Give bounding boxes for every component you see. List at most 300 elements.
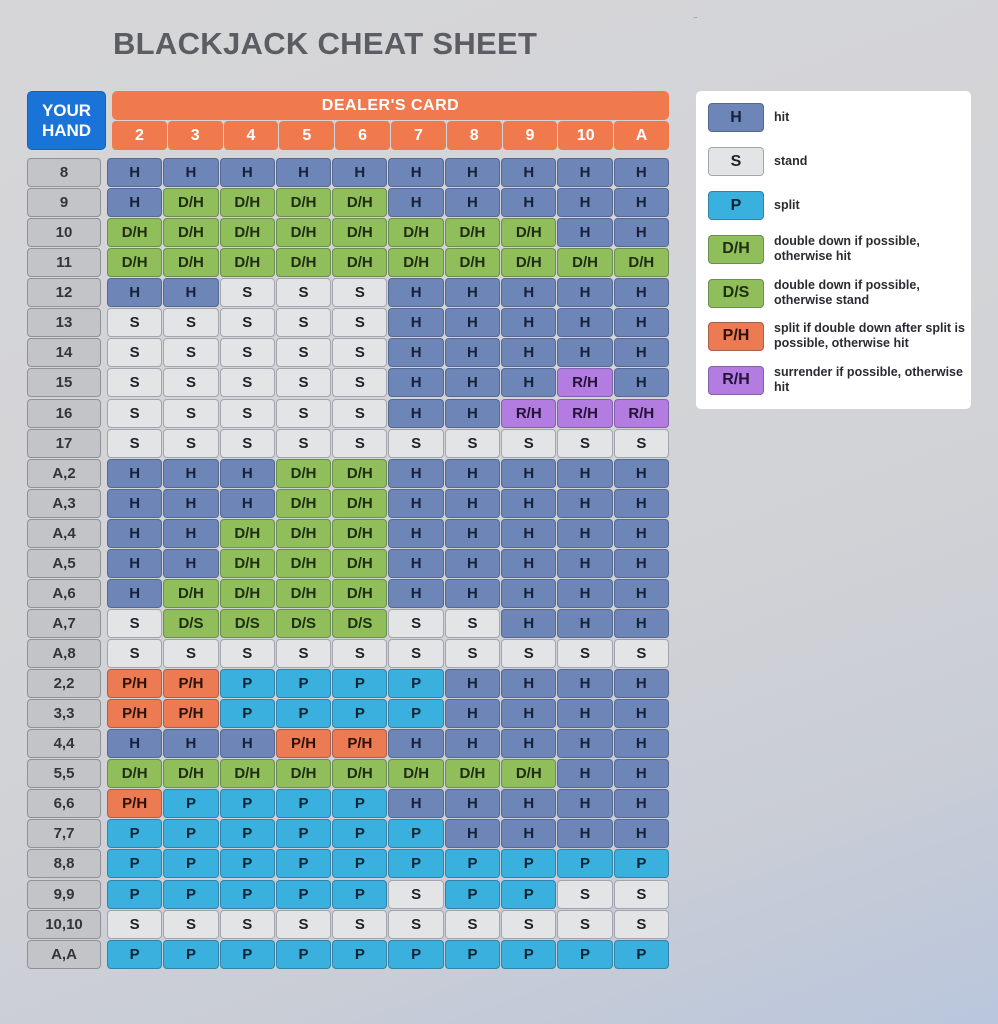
action-cell: H: [614, 338, 669, 367]
action-cell: S: [501, 910, 556, 939]
action-cell: S: [276, 368, 331, 397]
action-cell: H: [614, 669, 669, 698]
hand-label: 9,9: [27, 880, 101, 909]
action-cell: P: [220, 849, 275, 878]
action-cell: H: [445, 549, 500, 578]
action-cell: P: [332, 819, 387, 848]
action-cell: P: [276, 789, 331, 818]
action-cell: D/S: [220, 609, 275, 638]
action-cell: D/H: [332, 489, 387, 518]
action-cell: H: [557, 729, 612, 758]
action-cell: D/H: [332, 579, 387, 608]
action-cell: S: [614, 429, 669, 458]
action-cell: H: [220, 729, 275, 758]
action-cell: D/H: [220, 218, 275, 247]
action-cell: H: [557, 609, 612, 638]
action-cell: S: [220, 910, 275, 939]
hand-label: 10,10: [27, 910, 101, 939]
page-title: BLACKJACK CHEAT SHEET: [113, 26, 538, 61]
action-cell: D/H: [332, 519, 387, 548]
action-cell: H: [445, 729, 500, 758]
action-cell: D/H: [614, 248, 669, 277]
action-cell: H: [614, 549, 669, 578]
action-cell: P: [614, 849, 669, 878]
action-cell: H: [107, 549, 162, 578]
action-cell: H: [445, 669, 500, 698]
action-cell: D/H: [445, 759, 500, 788]
action-cell: P: [445, 940, 500, 969]
action-cell: D/H: [220, 549, 275, 578]
action-cell: P: [388, 819, 443, 848]
action-cell: H: [388, 579, 443, 608]
action-cell: P/H: [107, 789, 162, 818]
action-cell: S: [107, 910, 162, 939]
action-cell: P: [220, 669, 275, 698]
action-cell: D/H: [276, 218, 331, 247]
action-cell: H: [163, 519, 218, 548]
action-cell: D/H: [276, 248, 331, 277]
action-cell: S: [332, 429, 387, 458]
action-cell: S: [557, 880, 612, 909]
action-cell: D/H: [276, 759, 331, 788]
legend-item: [708, 365, 966, 395]
action-cell: H: [614, 459, 669, 488]
action-cell: S: [332, 368, 387, 397]
action-cell: S: [276, 308, 331, 337]
action-cell: H: [445, 338, 500, 367]
action-cell: H: [388, 368, 443, 397]
action-cell: S: [107, 429, 162, 458]
action-cell: H: [163, 549, 218, 578]
action-cell: D/H: [501, 218, 556, 247]
hand-label: A,2: [27, 459, 101, 488]
dealer-card-10: 10: [558, 121, 613, 150]
action-cell: S: [107, 609, 162, 638]
action-cell: S: [614, 639, 669, 668]
action-cell: H: [388, 789, 443, 818]
action-cell: H: [614, 188, 669, 217]
action-cell: S: [276, 399, 331, 428]
action-cell: P: [220, 940, 275, 969]
action-cell: P/H: [276, 729, 331, 758]
action-cell: H: [220, 459, 275, 488]
action-cell: S: [220, 639, 275, 668]
action-cell: H: [614, 218, 669, 247]
action-cell: P/H: [107, 669, 162, 698]
action-cell: H: [501, 368, 556, 397]
hand-label: A,7: [27, 609, 101, 638]
hand-label: 7,7: [27, 819, 101, 848]
action-cell: H: [557, 158, 612, 187]
action-cell: H: [445, 399, 500, 428]
action-cell: H: [388, 399, 443, 428]
action-cell: P/H: [332, 729, 387, 758]
hand-label: 15: [27, 368, 101, 397]
hand-label: A,5: [27, 549, 101, 578]
action-cell: S: [276, 278, 331, 307]
action-cell: H: [557, 789, 612, 818]
strategy-table: [27, 158, 669, 971]
action-cell: S: [107, 399, 162, 428]
action-cell: S: [332, 338, 387, 367]
action-cell: R/H: [614, 399, 669, 428]
dealer-card-A: A: [614, 121, 669, 150]
action-cell: H: [501, 729, 556, 758]
action-cell: P: [332, 789, 387, 818]
action-cell: H: [614, 699, 669, 728]
action-cell: H: [388, 489, 443, 518]
dealer-card-7: 7: [391, 121, 446, 150]
action-cell: H: [557, 579, 612, 608]
your-hand-line1: YOUR: [41, 100, 92, 120]
legend-item: [708, 103, 966, 132]
action-cell: P: [501, 940, 556, 969]
action-cell: P: [276, 699, 331, 728]
action-cell: S: [107, 308, 162, 337]
action-cell: H: [501, 579, 556, 608]
dealer-card-2: 2: [112, 121, 167, 150]
hand-label: 8: [27, 158, 101, 187]
action-cell: H: [501, 278, 556, 307]
action-cell: S: [388, 429, 443, 458]
action-cell: P: [107, 819, 162, 848]
action-cell: H: [220, 489, 275, 518]
action-cell: S: [276, 338, 331, 367]
hand-label: 11: [27, 248, 101, 277]
legend-item: [708, 234, 966, 264]
action-cell: D/S: [332, 609, 387, 638]
action-cell: H: [501, 819, 556, 848]
action-cell: S: [163, 399, 218, 428]
action-cell: S: [332, 910, 387, 939]
action-cell: P: [276, 819, 331, 848]
action-cell: H: [163, 489, 218, 518]
action-cell: S: [220, 278, 275, 307]
hand-label: 17: [27, 429, 101, 458]
action-cell: H: [557, 459, 612, 488]
action-cell: P: [388, 940, 443, 969]
action-cell: P: [445, 880, 500, 909]
action-cell: H: [614, 158, 669, 187]
action-cell: D/H: [332, 248, 387, 277]
action-cell: H: [557, 188, 612, 217]
action-cell: P: [388, 849, 443, 878]
action-cell: H: [614, 278, 669, 307]
action-cell: S: [388, 910, 443, 939]
action-cell: S: [501, 639, 556, 668]
action-cell: H: [614, 579, 669, 608]
action-cell: H: [107, 729, 162, 758]
action-cell: P: [163, 880, 218, 909]
action-cell: H: [445, 188, 500, 217]
action-cell: H: [445, 579, 500, 608]
legend-swatch: S: [708, 147, 764, 176]
action-cell: H: [557, 338, 612, 367]
action-cell: H: [557, 489, 612, 518]
action-cell: P: [107, 849, 162, 878]
hand-label: A,3: [27, 489, 101, 518]
legend-text: split: [774, 198, 800, 212]
action-cell: H: [557, 699, 612, 728]
legend-item: [708, 321, 966, 351]
action-cell: H: [501, 459, 556, 488]
action-cell: S: [220, 429, 275, 458]
action-cell: S: [163, 368, 218, 397]
dealer-card-header: DEALER'S CARD: [112, 91, 669, 120]
action-cell: S: [220, 308, 275, 337]
hand-label: 9: [27, 188, 101, 217]
action-cell: D/H: [220, 519, 275, 548]
action-cell: D/H: [332, 549, 387, 578]
action-cell: H: [445, 308, 500, 337]
action-cell: P: [276, 880, 331, 909]
action-cell: P: [388, 669, 443, 698]
action-cell: H: [557, 759, 612, 788]
action-cell: D/H: [107, 218, 162, 247]
action-cell: S: [388, 609, 443, 638]
action-cell: P: [557, 940, 612, 969]
action-cell: H: [557, 549, 612, 578]
action-cell: S: [163, 910, 218, 939]
action-cell: P: [163, 849, 218, 878]
dealer-card-4: 4: [224, 121, 279, 150]
action-cell: R/H: [501, 399, 556, 428]
action-cell: P: [332, 940, 387, 969]
action-cell: P: [276, 849, 331, 878]
action-cell: D/H: [276, 188, 331, 217]
action-cell: P/H: [107, 699, 162, 728]
action-cell: D/H: [445, 248, 500, 277]
action-cell: S: [557, 910, 612, 939]
action-cell: H: [388, 278, 443, 307]
action-cell: D/H: [163, 248, 218, 277]
action-cell: H: [445, 699, 500, 728]
action-cell: H: [445, 278, 500, 307]
action-cell: H: [501, 489, 556, 518]
action-cell: H: [445, 459, 500, 488]
action-cell: D/H: [163, 579, 218, 608]
action-cell: H: [388, 519, 443, 548]
action-cell: P: [220, 699, 275, 728]
legend-item: [708, 147, 966, 176]
action-cell: H: [557, 308, 612, 337]
action-cell: S: [332, 639, 387, 668]
action-cell: H: [388, 459, 443, 488]
action-cell: H: [107, 278, 162, 307]
action-cell: H: [163, 278, 218, 307]
action-cell: S: [557, 639, 612, 668]
action-cell: H: [388, 729, 443, 758]
legend-text: double down if possible, otherwise stand: [774, 278, 920, 307]
action-cell: H: [388, 188, 443, 217]
action-cell: R/H: [557, 368, 612, 397]
action-cell: D/H: [220, 579, 275, 608]
action-cell: D/H: [332, 459, 387, 488]
action-cell: D/H: [332, 759, 387, 788]
action-cell: H: [107, 579, 162, 608]
legend-text: hit: [774, 110, 790, 124]
dealer-card-8: 8: [447, 121, 502, 150]
action-cell: P: [220, 880, 275, 909]
action-cell: S: [332, 399, 387, 428]
action-cell: D/S: [276, 609, 331, 638]
hand-label: A,4: [27, 519, 101, 548]
legend-swatch: D/S: [708, 279, 764, 308]
action-cell: H: [557, 519, 612, 548]
hand-label: A,A: [27, 940, 101, 969]
action-cell: D/S: [163, 609, 218, 638]
action-cell: H: [445, 489, 500, 518]
hand-label: 14: [27, 338, 101, 367]
action-cell: H: [107, 519, 162, 548]
action-cell: D/H: [163, 188, 218, 217]
hand-label: 3,3: [27, 699, 101, 728]
action-cell: D/H: [557, 248, 612, 277]
hand-label: 16: [27, 399, 101, 428]
hand-label: 12: [27, 278, 101, 307]
action-cell: H: [501, 308, 556, 337]
action-cell: D/H: [163, 218, 218, 247]
action-cell: S: [388, 639, 443, 668]
action-cell: H: [388, 338, 443, 367]
legend-swatch: H: [708, 103, 764, 132]
action-cell: H: [220, 158, 275, 187]
action-cell: H: [501, 699, 556, 728]
action-cell: H: [614, 729, 669, 758]
dealer-card-5: 5: [279, 121, 334, 150]
action-cell: D/H: [276, 519, 331, 548]
action-cell: S: [445, 639, 500, 668]
action-cell: P: [276, 669, 331, 698]
action-cell: H: [614, 819, 669, 848]
action-cell: P: [445, 849, 500, 878]
action-cell: H: [107, 459, 162, 488]
dealer-card-3: 3: [168, 121, 223, 150]
hand-label: 5,5: [27, 759, 101, 788]
action-cell: P: [557, 849, 612, 878]
action-cell: P: [501, 849, 556, 878]
action-cell: S: [220, 368, 275, 397]
action-cell: H: [614, 789, 669, 818]
hand-label: 13: [27, 308, 101, 337]
action-cell: H: [107, 158, 162, 187]
action-cell: S: [107, 338, 162, 367]
legend-text: split if double down after split is possible, otherwise hit: [774, 321, 965, 350]
action-cell: H: [557, 278, 612, 307]
action-cell: P/H: [163, 699, 218, 728]
action-cell: S: [332, 278, 387, 307]
action-cell: P: [220, 789, 275, 818]
your-hand-line2: HAND: [41, 120, 92, 140]
action-cell: H: [501, 789, 556, 818]
action-cell: P: [163, 789, 218, 818]
action-cell: D/H: [220, 248, 275, 277]
action-cell: P: [276, 940, 331, 969]
your-hand-header: [27, 91, 106, 150]
action-cell: H: [332, 158, 387, 187]
action-cell: H: [557, 819, 612, 848]
action-cell: P: [163, 819, 218, 848]
action-cell: H: [501, 158, 556, 187]
action-cell: P: [332, 880, 387, 909]
hand-label: A,8: [27, 639, 101, 668]
action-cell: H: [557, 669, 612, 698]
action-cell: H: [163, 158, 218, 187]
action-cell: S: [557, 429, 612, 458]
action-cell: H: [501, 188, 556, 217]
action-cell: S: [220, 338, 275, 367]
action-cell: H: [163, 729, 218, 758]
action-cell: H: [614, 759, 669, 788]
legend-swatch: R/H: [708, 366, 764, 395]
action-cell: H: [276, 158, 331, 187]
action-cell: S: [276, 429, 331, 458]
action-cell: H: [388, 158, 443, 187]
action-cell: H: [614, 308, 669, 337]
action-cell: D/H: [388, 759, 443, 788]
action-cell: S: [332, 308, 387, 337]
action-cell: S: [107, 368, 162, 397]
action-cell: D/H: [107, 248, 162, 277]
action-cell: H: [388, 308, 443, 337]
action-cell: D/H: [388, 218, 443, 247]
action-cell: S: [276, 910, 331, 939]
hand-label: 4,4: [27, 729, 101, 758]
action-cell: S: [445, 609, 500, 638]
action-cell: P/H: [163, 669, 218, 698]
action-cell: P: [220, 819, 275, 848]
action-cell: D/H: [445, 218, 500, 247]
action-cell: D/H: [501, 759, 556, 788]
action-cell: S: [163, 639, 218, 668]
action-cell: S: [614, 910, 669, 939]
action-cell: H: [614, 489, 669, 518]
legend-text: stand: [774, 154, 808, 168]
action-cell: D/H: [276, 489, 331, 518]
action-cell: H: [445, 819, 500, 848]
hand-label: A,6: [27, 579, 101, 608]
action-cell: H: [614, 609, 669, 638]
action-cell: D/H: [276, 579, 331, 608]
legend-panel: [696, 91, 971, 409]
action-cell: S: [163, 429, 218, 458]
action-cell: S: [163, 308, 218, 337]
hand-label: 8,8: [27, 849, 101, 878]
legend-item: [708, 278, 966, 308]
legend-text: double down if possible, otherwise hit: [774, 234, 920, 263]
action-cell: H: [445, 158, 500, 187]
action-cell: S: [614, 880, 669, 909]
action-cell: S: [501, 429, 556, 458]
action-cell: R/H: [557, 399, 612, 428]
action-cell: S: [163, 338, 218, 367]
action-cell: D/H: [332, 188, 387, 217]
dealer-card-9: 9: [503, 121, 558, 150]
action-cell: H: [445, 789, 500, 818]
action-cell: P: [614, 940, 669, 969]
hand-label: 2,2: [27, 669, 101, 698]
dealer-card-columns: [112, 121, 669, 150]
action-cell: D/H: [276, 459, 331, 488]
action-cell: P: [332, 699, 387, 728]
action-cell: S: [445, 429, 500, 458]
action-cell: H: [445, 519, 500, 548]
action-cell: D/H: [388, 248, 443, 277]
action-cell: H: [163, 459, 218, 488]
action-cell: S: [276, 639, 331, 668]
dealer-card-6: 6: [335, 121, 390, 150]
action-cell: D/H: [276, 549, 331, 578]
